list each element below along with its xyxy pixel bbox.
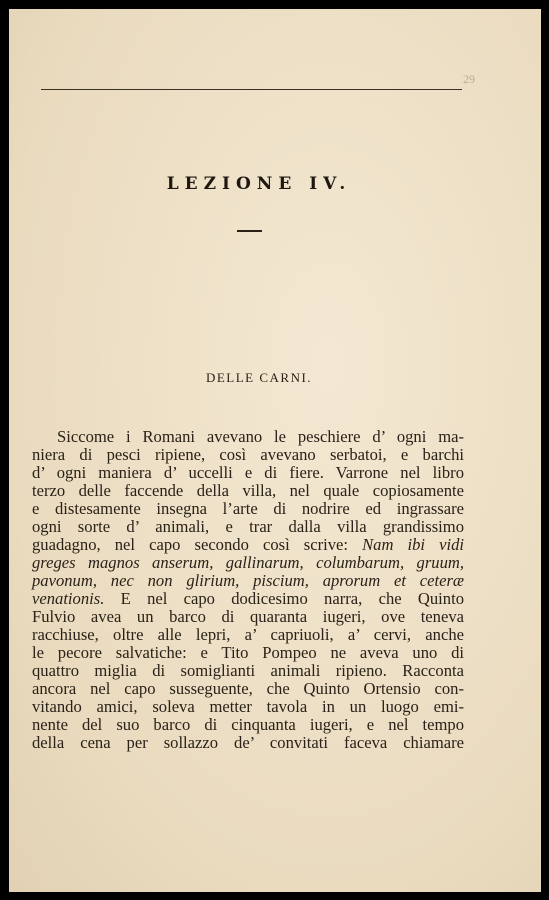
page-number: 29 bbox=[463, 72, 475, 86]
chapter-title: LEZIONE IV. bbox=[166, 174, 352, 194]
book-page bbox=[9, 9, 541, 892]
text-line: della cena per sollazzo de’ convitati faceva chiamare bbox=[32, 733, 464, 752]
text-line: terzo delle faccende della villa, nel quale copiosamente bbox=[32, 481, 464, 500]
text-line bbox=[32, 536, 464, 554]
text-line: quattro miglia di somiglianti animali ripieno. Racconta bbox=[32, 661, 464, 680]
text-line: d’ ogni maniera d’ uccelli e di fiere. Varrone nel libro bbox=[32, 463, 464, 482]
text-line: ogni sorte d’ animali, e trar dalla villa grandissimo bbox=[32, 517, 464, 536]
text-line: vitando amici, soleva metter tavola in un luogo emi- bbox=[32, 697, 464, 716]
text-segment: guadagno, nel capo secondo così scrive: bbox=[32, 535, 348, 554]
text-line: nente del suo barco di cinquanta iugeri, e nel tempo bbox=[32, 715, 464, 734]
text-line: ancora nel capo susseguente, che Quinto Ortensio con- bbox=[32, 679, 464, 698]
latin-quote-line: greges magnos anserum, gallinarum, columbarum, gruum, bbox=[32, 553, 464, 572]
latin-quote: Nam ibi vidi bbox=[362, 535, 465, 554]
text-line: Fulvio avea un barco di quaranta iugeri, ove teneva bbox=[32, 607, 464, 626]
latin-quote-line: pavonum, nec non glirium, piscium, aprorum et ceteræ bbox=[32, 571, 464, 590]
text-line: Siccome i Romani avevano le peschiere d’ ogni ma- bbox=[57, 427, 464, 446]
text-line: niera di pesci ripiene, così avevano serbatoi, e barchi bbox=[32, 445, 464, 464]
latin-quote: venationis. bbox=[32, 589, 105, 608]
text-line: e distesamente insegna l’arte di nodrire ed ingrassare bbox=[32, 499, 464, 518]
text-line: le pecore salvatiche: e Tito Pompeo ne aveva uno di bbox=[32, 643, 464, 662]
body-paragraph bbox=[32, 428, 464, 752]
text-segment: E nel capo dodicesimo narra, che Quinto bbox=[120, 589, 464, 608]
text-line bbox=[32, 590, 464, 608]
header-rule bbox=[41, 89, 462, 90]
section-title: DELLE CARNI. bbox=[205, 370, 313, 385]
title-separator bbox=[237, 230, 262, 232]
text-line: racchiuse, oltre alle lepri, a’ capriuoli, a’ cervi, anche bbox=[32, 625, 464, 644]
